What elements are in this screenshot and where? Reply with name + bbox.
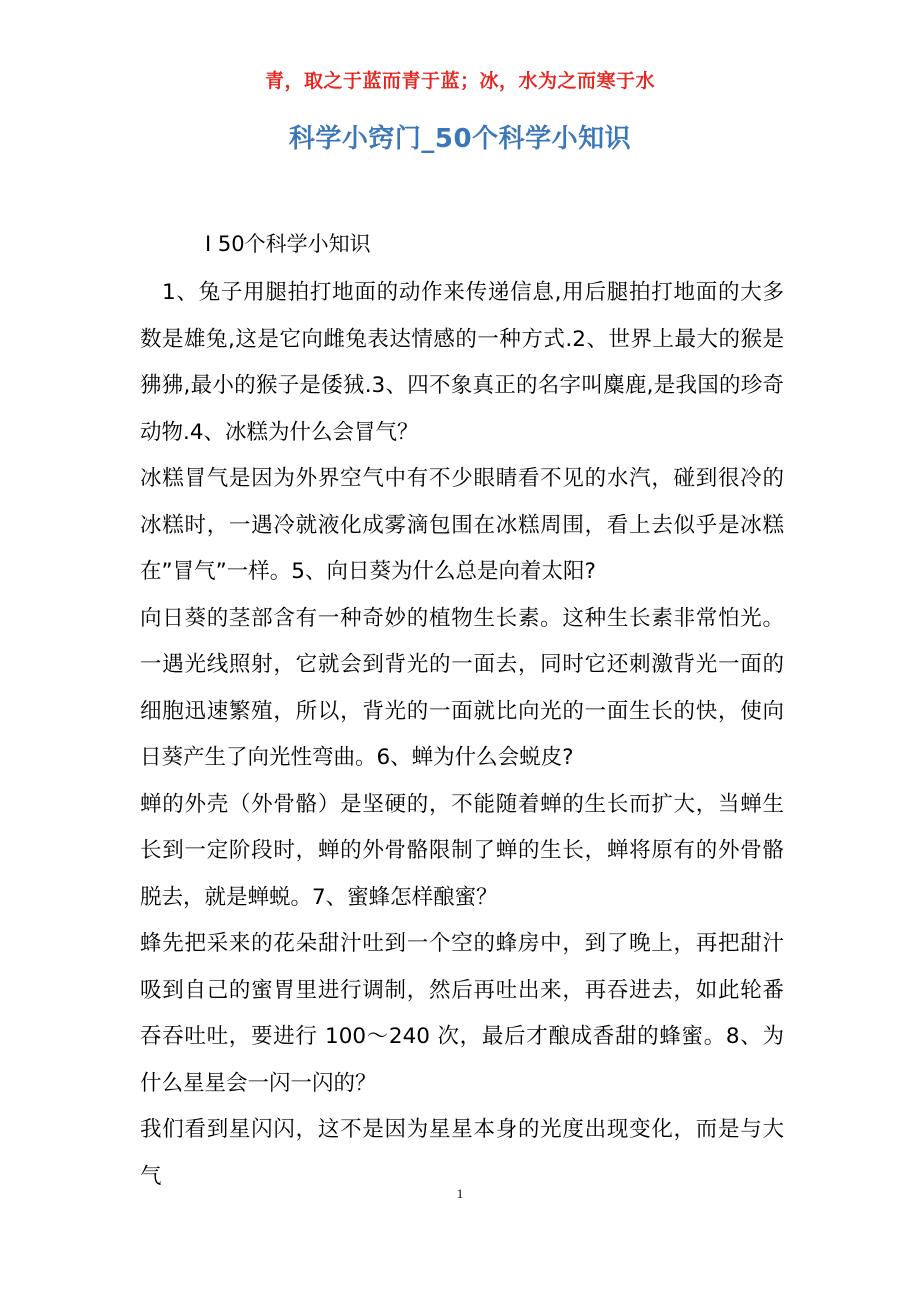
document-title: 科学小窍门_50个科学小知识: [288, 124, 632, 154]
paragraph: 我们看到星闪闪，这不是因为星星本身的光度出现变化，而是与大气: [140, 1117, 784, 1189]
paragraph: 蜂先把采来的花朵甜汁吐到一个空的蜂房中，到了晚上，再把甜汁吸到自己的蜜胃里进行调制，然后再吐出来，再吞进去，如此轮番吞吞吐吐，要进行 100～240 次，最后才酿成香甜的蜂蜜。8、为什么星星会一闪一闪的？: [140, 931, 784, 1096]
header-motto: 青，取之于蓝而青于蓝；冰，水为之而寒于水: [264, 70, 655, 92]
paragraph: 向日葵的茎部含有一种奇妙的植物生长素。这种生长素非常怕光。一遇光线照射，它就会到背光的一面去，同时它还刺激背光一面的细胞迅速繁殖，所以，背光的一面就比向光的一面生长的快，使向日葵产生了向光性弯曲。6、蝉为什么会蜕皮?: [140, 605, 784, 770]
page-number: 1: [456, 1186, 464, 1201]
section-heading: Ⅰ 50个科学小知识: [205, 232, 371, 256]
body-text: [140, 270, 784, 1200]
paragraph: 蝉的外壳（外骨骼）是坚硬的，不能随着蝉的生长而扩大，当蝉生长到一定阶段时，蝉的外骨骼限制了蝉的生长，蝉将原有的外骨骼脱去，就是蝉蜕。7、蜜蜂怎样酿蜜？: [140, 791, 784, 910]
paragraph: 1、兔子用腿拍打地面的动作来传递信息,用后腿拍打地面的大多数是雄兔,这是它向雌兔表达情感的一种方式.2、世界上最大的猴是狒狒,最小的猴子是倭狨.3、四不象真正的名字叫麋鹿,是我国的珍奇动物.4、冰糕为什么会冒气？: [140, 280, 784, 445]
paragraph: 冰糕冒气是因为外界空气中有不少眼睛看不见的水汽，碰到很冷的冰糕时，一遇冷就液化成雾滴包围在冰糕周围，看上去似乎是冰糕在”冒气”一样。5、向日葵为什么总是向着太阳?: [140, 466, 784, 584]
